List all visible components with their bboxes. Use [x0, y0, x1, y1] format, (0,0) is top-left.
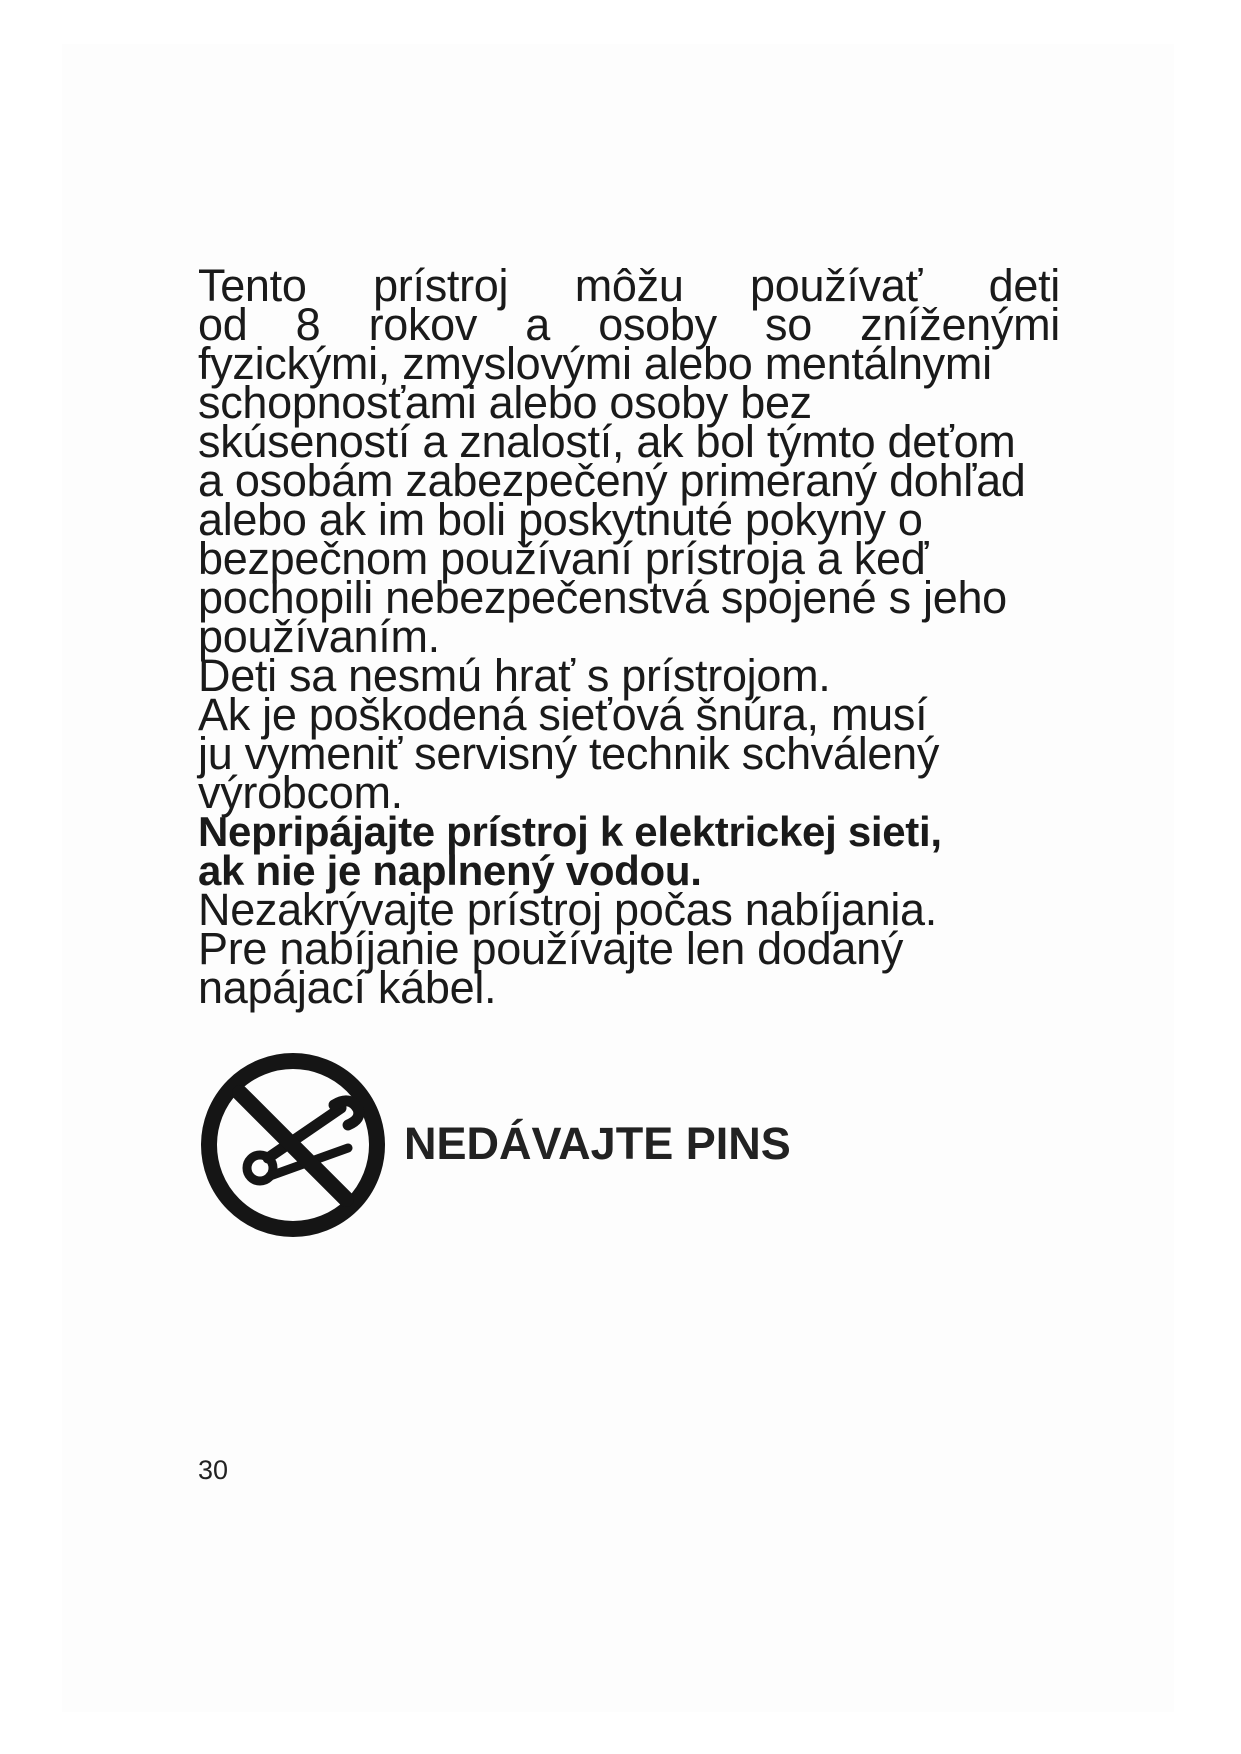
text-line: Deti sa nesmú hrať s prístrojom.	[198, 650, 831, 701]
text-line: pochopili nebezpečenstvá spojené s jeho	[198, 572, 1007, 623]
page-number: 30	[198, 1455, 229, 1485]
text-line: a osobám zabezpečený primeraný dohľad	[198, 455, 1026, 506]
text-line: ju vymeniť servisný technik schválený	[198, 728, 940, 779]
text-line: od 8 rokov a osoby so zníženými	[198, 299, 1060, 350]
text-line: schopnosťami alebo osoby bez	[198, 377, 812, 428]
text-line: skúseností a znalostí, ak bol týmto deťom	[198, 416, 1016, 467]
text-line: používaním.	[198, 611, 440, 662]
text-line: výrobcom.	[198, 767, 403, 818]
no-pins-warning	[198, 1050, 898, 1240]
text-line: alebo ak im boli poskytnuté pokyny o	[198, 494, 923, 545]
text-line: Tento prístroj môžu používať deti	[198, 260, 1060, 311]
text-line: Pre nabíjanie používajte len dodaný	[198, 923, 904, 974]
text-line: fyzickými, zmyslovými alebo mentálnymi	[198, 338, 992, 389]
bold-warning-line: ak nie je naplnený vodou.	[198, 847, 702, 894]
text-line: Nezakrývajte prístroj počas nabíjania.	[198, 884, 937, 935]
warning-label: NEDÁVAJTE PINS	[404, 1118, 791, 1169]
text-line: Ak je poškodená sieťová šnúra, musí	[198, 689, 928, 740]
bold-warning-line: Nepripájajte prístroj k elektrickej sieti,	[198, 808, 942, 855]
text-line: bezpečnom používaní prístroja a keď	[198, 533, 929, 584]
no-pins-icon	[198, 1050, 388, 1240]
safety-instructions	[198, 260, 1060, 1013]
text-line: napájací kábel.	[198, 962, 497, 1013]
